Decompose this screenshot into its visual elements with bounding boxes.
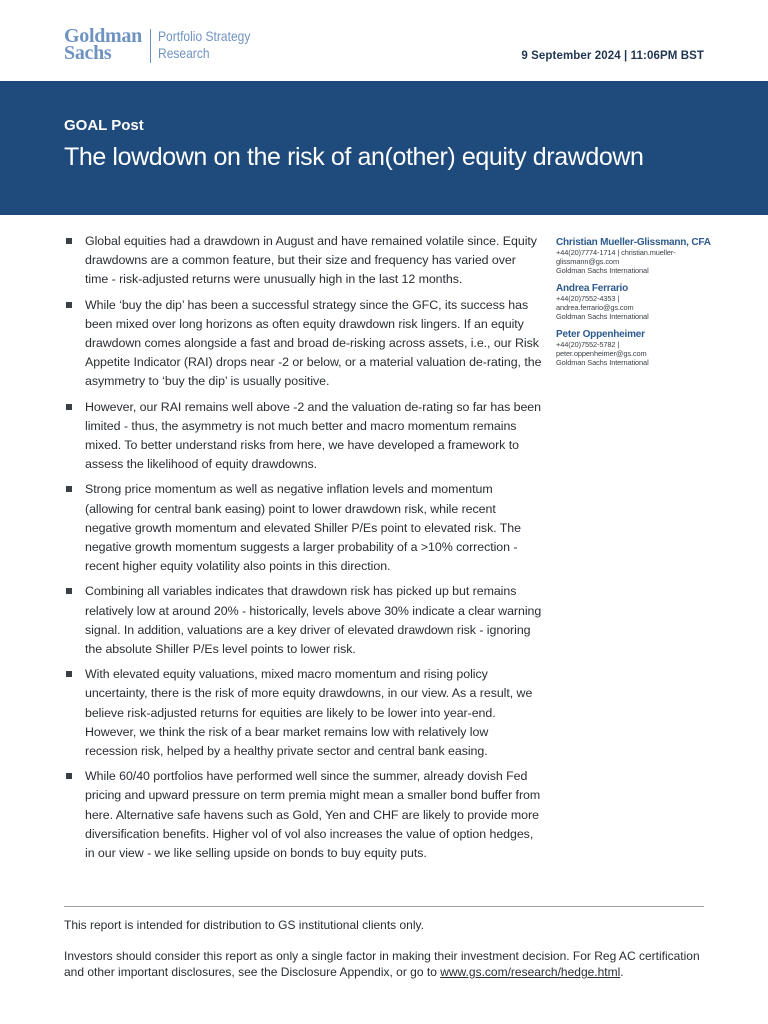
author-list	[556, 237, 716, 375]
author-name: Andrea Ferrario	[556, 283, 629, 294]
brand-line-2: Sachs	[64, 42, 112, 64]
square-bullet-icon	[66, 773, 72, 779]
list-item	[64, 480, 542, 576]
author-contact-line: +44(20)7552-4353 |	[556, 294, 620, 303]
disclosure-notice	[64, 948, 704, 980]
author-name: Christian Mueller-Glissmann, CFA	[556, 237, 711, 248]
report-header	[0, 0, 768, 80]
square-bullet-icon	[66, 671, 72, 677]
disclosure-link-suffix: .	[620, 965, 624, 979]
author-card	[556, 329, 716, 367]
disclosure-link[interactable]: www.gs.com/research/hedge.html	[440, 965, 621, 979]
author-contact-line: Goldman Sachs International	[556, 312, 649, 321]
list-item	[64, 232, 542, 290]
list-item-text: Global equities had a drawdown in August and have remained volatile since. Equity drawdowns are a common feature, but their size and frequency has varied over time - risk-adjusted returns were unusually high in the last 12 months.	[85, 234, 537, 287]
square-bullet-icon	[66, 588, 72, 594]
author-contact-line: andrea.ferrario@gs.com	[556, 303, 634, 312]
series-label: GOAL Post	[64, 117, 144, 134]
research-unit	[158, 28, 265, 62]
list-item-text: Combining all variables indicates that drawdown risk has picked up but remains relatively low at around 20% - historically, levels above 30% indicate a clear warning signal. In addition, valuations are a key driver of elevated drawdown risk - ignoring the absolute Shiller P/Es level points to lower risk.	[85, 584, 542, 657]
author-contact-line: +44(20)7774-1714 | christian.mueller-	[556, 248, 676, 257]
author-name: Peter Oppenheimer	[556, 329, 645, 340]
brand-line-1: Goldman	[64, 25, 142, 47]
footer-divider	[64, 906, 704, 907]
list-item-text: While ‘buy the dip’ has been a successful strategy since the GFC, its success has been mixed over long horizons as often equity drawdown risk lingers. If an equity drawdown comes alongside a fast and broad de-risking across assets, i.e., our Risk Appetite Indicator (RAI) drops near -2 or below, or a material valuation de-rating, the asymmetry to ‘buy the dip’ is usually positive.	[85, 297, 542, 389]
list-item-text: With elevated equity valuations, mixed macro momentum and rising policy uncertainty, there is the risk of more equity drawdowns, in our view. As a result, we believe risk-adjusted returns for equities are likely to be lower into year-end. However, we think the risk of a bear market remains low with relatively low recession risk, helped by a healthy private sector and central bank easing.	[85, 667, 533, 759]
list-item	[64, 665, 542, 761]
unit-line-1: Portfolio Strategy	[157, 28, 251, 44]
square-bullet-icon	[66, 486, 72, 492]
author-contact-line: Goldman Sachs International	[556, 358, 649, 367]
author-contact-line: peter.oppenheimer@gs.com	[556, 349, 647, 358]
square-bullet-icon	[66, 302, 72, 308]
distribution-disclaimer: This report is intended for distribution to GS institutional clients only.	[64, 918, 424, 932]
publication-date: 9 September 2024 | 11:06PM BST	[521, 50, 704, 62]
list-item	[64, 296, 542, 392]
list-item	[64, 398, 542, 475]
key-points-list	[64, 232, 542, 869]
title-banner	[0, 81, 768, 215]
square-bullet-icon	[66, 404, 72, 410]
page-title: The lowdown on the risk of an(other) equity drawdown	[64, 143, 644, 171]
list-item	[64, 767, 542, 863]
author-contact-line: +44(20)7552-5782 |	[556, 340, 620, 349]
goldman-sachs-logo	[64, 25, 265, 64]
author-card	[556, 237, 716, 275]
disclosure-text: Investors should consider this report as only a single factor in making their investment decision. For Reg AC certification and other important disclosures, see the Disclosure Appendix, or go to	[64, 949, 700, 979]
brand-wordmark	[64, 25, 142, 64]
list-item	[64, 582, 542, 659]
unit-line-2: Research	[157, 45, 210, 61]
logo-divider	[150, 29, 151, 63]
list-item-text: While 60/40 portfolios have performed well since the summer, already dovish Fed pricing and upward pressure on term premia might mean a smaller bond buffer from here. Alternative safe havens such as Gold, Yen and CHF are likely to provide more diversification benefits. Higher vol of vol also increases the value of option hedges, in our view - we like selling upside on bonds to buy equity puts.	[85, 769, 541, 861]
square-bullet-icon	[66, 238, 72, 244]
list-item-text: Strong price momentum as well as negative inflation levels and momentum (allowing for central bank easing) point to lower drawdown risk, while recent negative growth momentum and elevated Shiller P/Es point to elevated risk. The negative growth momentum suggests a larger probability of a >10% correction - recent higher equity volatility also points in this direction.	[85, 482, 521, 574]
author-card	[556, 283, 716, 321]
list-item-text: However, our RAI remains well above -2 and the valuation de-rating so far has been limited - thus, the asymmetry is not much better and macro momentum remains mixed. To better understand risks from here, we have developed a framework to assess the likelihood of equity drawdowns.	[85, 399, 541, 472]
author-contact-line: glissmann@gs.com	[556, 257, 619, 266]
author-contact-line: Goldman Sachs International	[556, 266, 649, 275]
